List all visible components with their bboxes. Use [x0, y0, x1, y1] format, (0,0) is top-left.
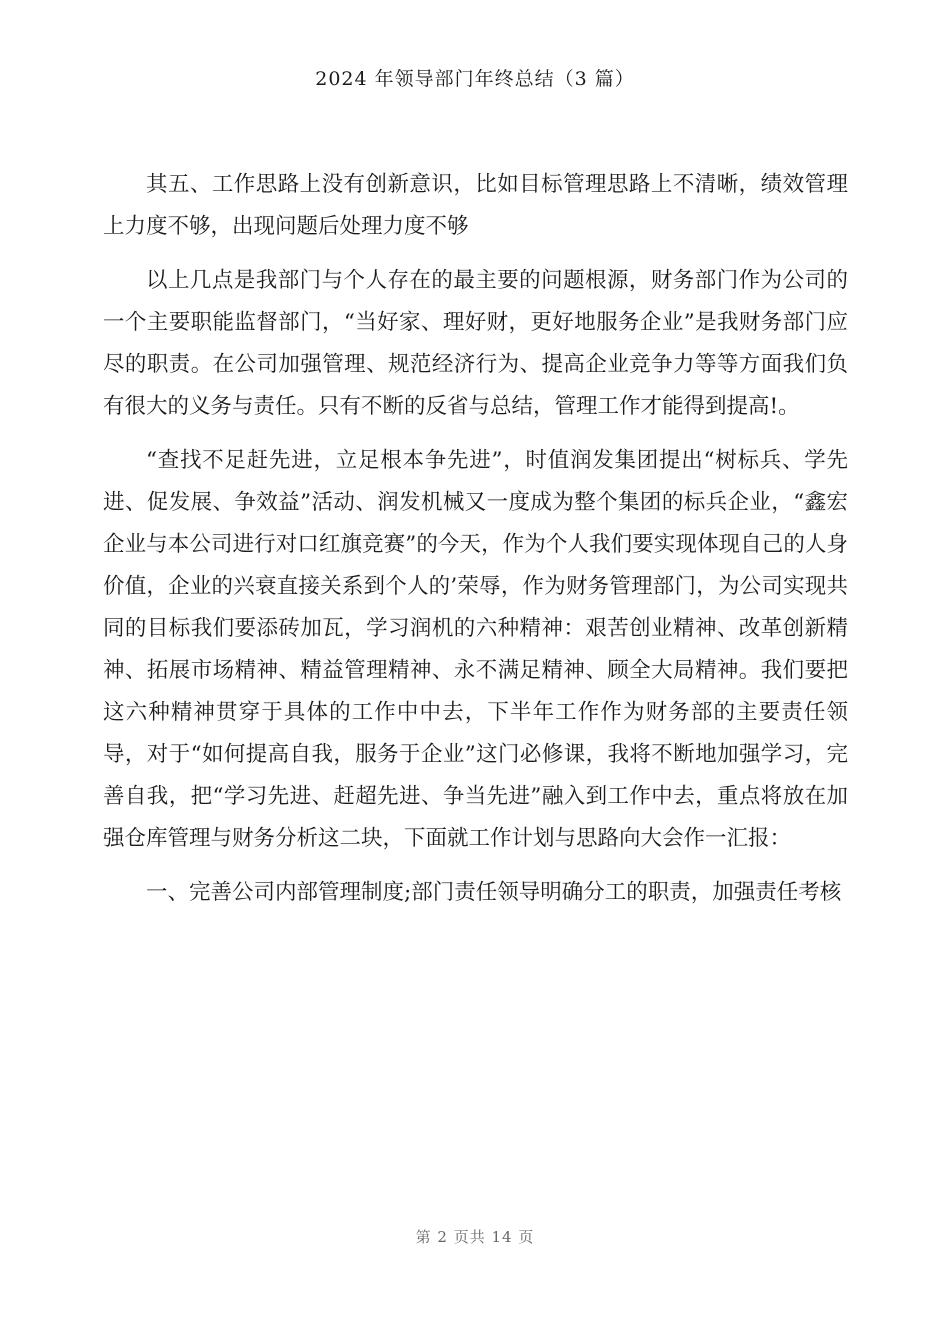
document-title: 2024 年领导部门年终总结（3 篇） — [315, 68, 635, 90]
page-number: 第 2 页共 14 页 — [415, 1228, 535, 1246]
document-body — [103, 164, 848, 926]
paragraph: 一、完善公司内部管理制度;部门责任领导明确分工的职责，加强责任考核 — [146, 880, 842, 905]
paragraph: 以上几点是我部门与个人存在的最主要的问题根源，财务部门作为公司的一个主要职能监督部门，“当好家、理好财，更好地服务企业”是我财务部门应尽的职责。在公司加强管理、规范经济行为、提高企业竞争力等等方面我们负有很大的义务与责任。只有不断的反省与总结，管理工作才能得到提高!。 — [103, 268, 848, 419]
paragraph: “查找不足赶先进，立足根本争先进”，时值润发集团提出“树标兵、学先进、促发展、争效益”活动、润发机械又一度成为整个集团的标兵企业，“鑫宏企业与本公司进行对口红旗竞赛”的今天，作为个人我们要实现体现自己的人身价值，企业的兴衰直接关系到个人的’荣辱，作为财务管理部门，为公司实现共同的目标我们要添砖加瓦，学习润机的六种精神：艰苦创业精神、改革创新精神、拓展市场精神、精益管理精神、永不满足精神、顾全大局精神。我们要把这六种精神贯穿于具体的工作中中去，下半年工作作为财务部的主要责任领导，对于“如何提高自我，服务于企业”这门必修课，我将不断地加强学习，完善自我，把“学习先进、赶超先进、争当先进”融入到工作中去，重点将放在加强仓库管理与财务分析这二块，下面就工作计划与思路向大会作一汇报： — [103, 448, 848, 851]
paragraph: 其五、工作思路上没有创新意识，比如目标管理思路上不清晰，绩效管理上力度不够，出现问题后处理力度不够 — [103, 172, 848, 239]
